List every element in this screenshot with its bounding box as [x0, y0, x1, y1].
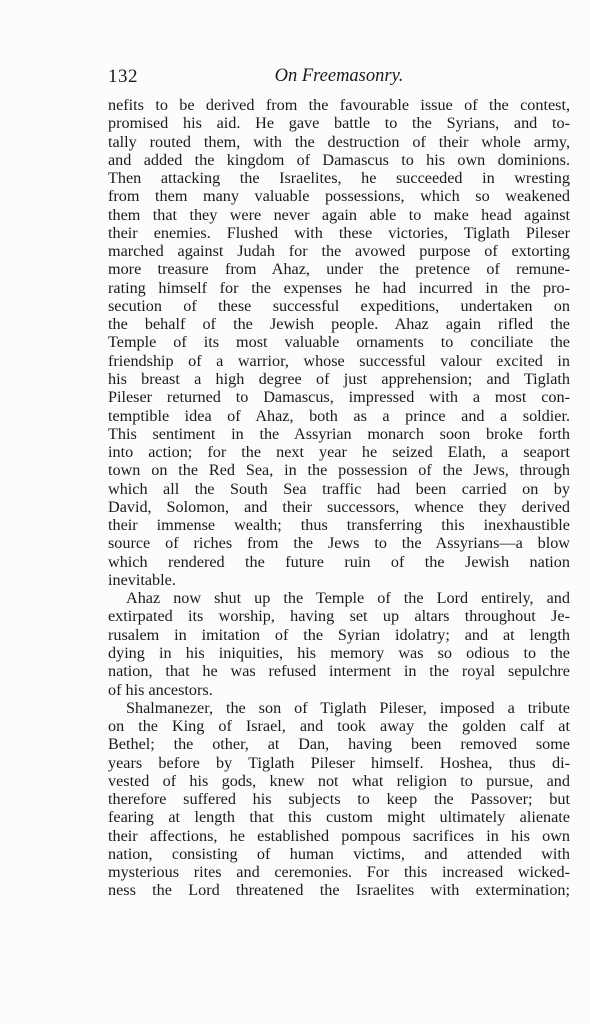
text-line: nefits to be derived from the favourable issue of the contest, — [108, 96, 570, 114]
text-line: Then attacking the Israelites, he succeeded in wresting — [108, 169, 570, 188]
text-line: Ahaz now shut up the Temple of the Lord entirely, and — [126, 589, 570, 608]
text-line: his breast a high degree of just apprehension; and Tiglath — [108, 369, 570, 388]
text-line: rusalem in imitation of the Syrian idolatry; and at length — [108, 625, 570, 644]
text-line: promised his aid. He gave battle to the Syrians, and to- — [108, 114, 570, 133]
text-line: on the King of Israel, and took away the golden calf at — [108, 717, 570, 736]
text-line: of his ancestors. — [108, 680, 213, 699]
text-line: extirpated its worship, having set up altars throughout Je- — [108, 607, 570, 626]
text-line: marched against Judah for the avowed purpose of extorting — [108, 242, 570, 261]
body-text — [108, 96, 570, 900]
text-line: their immense wealth; thus transferring this inexhaustible — [108, 516, 570, 535]
text-line: source of riches from the Jews to the Assyrians—a blow — [108, 534, 570, 553]
text-line: tally routed them, with the destruction of their whole army, — [108, 132, 570, 151]
text-line: secution of these successful expeditions, undertaken on — [108, 296, 570, 315]
text-line: ness the Lord threatened the Israelites with extermination; — [108, 881, 570, 900]
page-header — [108, 66, 570, 90]
paragraph — [108, 589, 570, 699]
text-line: which rendered the future ruin of the Jewish nation — [108, 552, 570, 571]
text-line: mysterious rites and ceremonies. For this increased wicked- — [108, 863, 570, 882]
text-line: Pileser returned to Damascus, impressed with a most con- — [108, 388, 570, 407]
text-line: This sentiment in the Assyrian monarch soon broke forth — [108, 424, 570, 443]
text-line: and added the kingdom of Damascus to his own dominions. — [108, 150, 570, 169]
text-line: dying in his iniquities, his memory was so odious to the — [108, 643, 570, 662]
text-line: inevitable. — [108, 570, 176, 589]
text-line: nation, that he was refused interment in the royal sepulchre — [108, 662, 570, 681]
text-line: Bethel; the other, at Dan, having been removed some — [108, 735, 570, 754]
text-line: the behalf of the Jewish people. Ahaz again rifled the — [108, 315, 570, 334]
text-line: fearing at length that this custom might ultimately alienate — [108, 808, 570, 827]
text-line: them that they were never again able to make head against — [108, 205, 570, 224]
text-line: nation, consisting of human victims, and attended with — [108, 844, 570, 863]
text-line: which all the South Sea traffic had been carried on by — [108, 479, 570, 498]
text-line: more treasure from Ahaz, under the pretence of remune- — [108, 260, 570, 279]
paragraph — [108, 699, 570, 900]
text-line: from them many valuable possessions, which so weakened — [108, 187, 570, 206]
text-line: their affections, he established pompous sacrifices in his own — [108, 826, 570, 845]
text-line: therefore suffered his subjects to keep the Passover; but — [108, 790, 570, 809]
text-line: temptible idea of Ahaz, both as a prince and a soldier. — [108, 406, 570, 425]
text-line: their enemies. Flushed with these victories, Tiglath Pileser — [108, 223, 570, 242]
text-line: years before by Tiglath Pileser himself. Hoshea, thus di- — [108, 753, 570, 772]
text-line: Shalmanezer, the son of Tiglath Pileser, imposed a tribute — [126, 698, 570, 717]
text-line: vested of his gods, knew not what religion to pursue, and — [108, 771, 570, 790]
page-number: 132 — [108, 66, 138, 87]
text-line: town on the Red Sea, in the possession of the Jews, through — [108, 461, 570, 480]
paragraph — [108, 96, 570, 589]
running-head: On Freemasonry. — [274, 66, 404, 86]
text-line: rating himself for the expenses he had incurred in the pro- — [108, 278, 570, 297]
text-line: David, Solomon, and their successors, whence they derived — [108, 497, 570, 516]
text-line: into action; for the next year he seized Elath, a seaport — [108, 443, 570, 462]
text-line: Temple of its most valuable ornaments to conciliate the — [108, 333, 570, 352]
text-line: friendship of a warrior, whose successful valour excited in — [108, 351, 570, 370]
